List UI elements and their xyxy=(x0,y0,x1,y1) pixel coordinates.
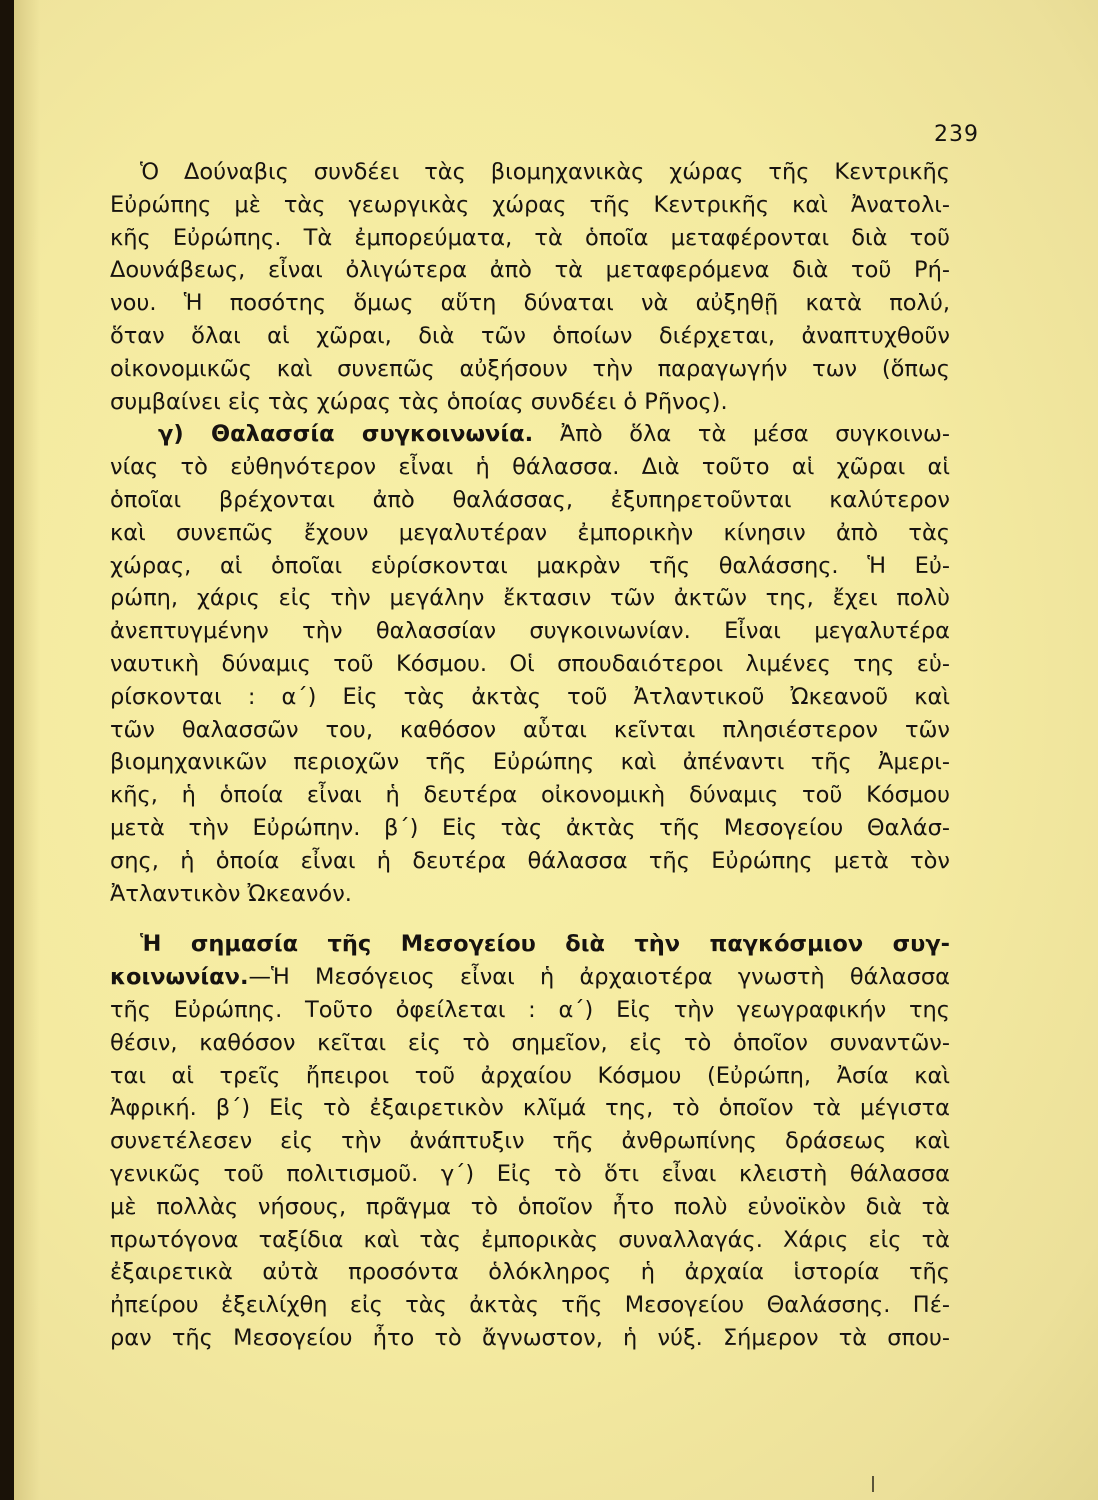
section-heading-continuation: κοινωνίαν. xyxy=(110,964,249,991)
text-line: ἐξαιρετικὰ αὐτὰ προσόντα ὁλόκληρος ἡ ἀρχαία ἱστορία τῆς xyxy=(110,1259,950,1286)
page-number: 239 xyxy=(934,122,979,147)
text-line: νίας τὸ εὐθηνότερον εἶναι ἡ θάλασσα. Διὰ τοῦτο αἱ χῶραι αἱ xyxy=(110,454,950,481)
text-line: Ἀτλαντικὸν Ὠκεανόν. xyxy=(110,880,352,907)
text-line: ται αἱ τρεῖς ἤπειροι τοῦ ἀρχαίου Κόσμου (Εὐρώπη, Ἀσία καὶ xyxy=(110,1062,950,1089)
text-line: νου. Ἡ ποσότης ὅμως αὕτη δύναται νὰ αὐξηθῇ κατὰ πολύ, xyxy=(110,290,950,317)
paragraph-mediterranean xyxy=(110,961,950,994)
text-line: τῶν θαλασσῶν του, καθόσον αὗται κεῖνται πλησιέστερον τῶν xyxy=(110,716,950,743)
text-line: Ὁ Δούναβις συνδέει τὰς βιομηχανικὰς χώρας τῆς Κεντρικῆς xyxy=(140,159,950,185)
book-page xyxy=(14,0,1098,1500)
text-line: γενικῶς τοῦ πολιτισμοῦ. γ΄) Εἰς τὸ ὅτι εἶναι κλειστὴ θάλασσα xyxy=(110,1160,950,1187)
text-line: ἀνεπτυγμένην τὴν θαλασσίαν συγκοινωνίαν. Εἶναι μεγαλυτέρα xyxy=(110,618,950,645)
text-line: μὲ πολλὰς νήσους, πρᾶγμα τὸ ὁποῖον ἦτο πολὺ εὐνοϊκὸν διὰ τὰ xyxy=(110,1193,950,1220)
text-line: συνετέλεσεν εἰς τὴν ἀνάπτυξιν τῆς ἀνθρωπίνης δράσεως καὶ xyxy=(110,1128,950,1155)
text-line: κῆς Εὐρώπης. Τὰ ἐμπορεύματα, τὰ ὁποῖα μεταφέρονται διὰ τοῦ xyxy=(110,224,950,251)
text-line: —Ἡ Μεσόγειος εἶναι ἡ ἀρχαιοτέρα γνωστὴ θάλασσα xyxy=(248,964,950,991)
text-line: ρώπη, χάρις εἰς τὴν μεγάλην ἔκτασιν τῶν ἀκτῶν της, ἔχει πολὺ xyxy=(110,585,950,612)
text-line: συμβαίνει εἰς τὰς χώρας τὰς ὁποίας συνδέει ὁ Ρῆνος). xyxy=(110,388,728,415)
text-line: μετὰ τὴν Εὐρώπην. β΄) Εἰς τὰς ἀκτὰς τῆς Μεσογείου Θαλάσ- xyxy=(110,814,950,841)
text-line: κῆς, ἡ ὁποία εἶναι ἡ δευτέρα οἰκονομικὴ δύναμις τοῦ Κόσμου xyxy=(110,782,950,809)
text-line: Δουνάβεως, εἶναι ὀλιγώτερα ἀπὸ τὰ μεταφερόμενα διὰ τοῦ Ρή- xyxy=(110,257,950,284)
text-line: τῆς Εὐρώπης. Τοῦτο ὀφείλεται : α΄) Εἰς τὴν γεωγραφικήν της xyxy=(110,996,950,1023)
section-heading-mediterranean: Ἡ σημασία τῆς Μεσογείου διὰ τὴν παγκόσμιον συγ- xyxy=(140,931,950,958)
text-line: ραν τῆς Μεσογείου ἦτο τὸ ἄγνωστον, ἡ νύξ. Σήμερον τὰ σπου- xyxy=(110,1324,950,1351)
text-line: Ἀπὸ ὅλα τὰ μέσα συγκοινω- xyxy=(559,421,951,448)
text-line: ναυτικὴ δύναμις τοῦ Κόσμου. Οἱ σπουδαιότεροι λιμένες της εὑ- xyxy=(110,650,950,677)
scan-mark xyxy=(872,1476,874,1492)
text-line: ὅταν ὅλαι αἱ χῶραι, διὰ τῶν ὁποίων διέρχεται, ἀναπτυχθοῦν xyxy=(110,322,950,349)
text-line: θέσιν, καθόσον κεῖται εἰς τὸ σημεῖον, εἰς τὸ ὁποῖον συναντῶν- xyxy=(110,1029,950,1056)
page-shadow xyxy=(14,0,40,1500)
text-line: ἠπείρου ἐξειλίχθη εἰς τὰς ἀκτὰς τῆς Μεσογείου Θαλάσσης. Πέ- xyxy=(110,1292,950,1319)
page-body xyxy=(110,156,950,1355)
text-line: καὶ συνεπῶς ἔχουν μεγαλυτέραν ἐμπορικὴν κίνησιν ἀπὸ τὰς xyxy=(110,519,950,546)
text-line: ὁποῖαι βρέχονται ἀπὸ θαλάσσας, ἐξυπηρετοῦνται καλύτερον xyxy=(110,486,950,513)
text-line: χώρας, αἱ ὁποῖαι εὑρίσκονται μακρὰν τῆς θαλάσσης. Ἡ Εὐ- xyxy=(110,552,950,579)
paragraph-sea-transport xyxy=(110,418,950,451)
text-line: Εὐρώπης μὲ τὰς γεωργικὰς χώρας τῆς Κεντρικῆς καὶ Ἀνατολι- xyxy=(110,191,950,218)
text-line: ρίσκονται : α΄) Εἰς τὰς ἀκτὰς τοῦ Ἀτλαντικοῦ Ὠκεανοῦ καὶ xyxy=(110,683,950,710)
text-line: πρωτόγονα ταξίδια καὶ τὰς ἐμπορικὰς συναλλαγάς. Χάρις εἰς τὰ xyxy=(110,1226,950,1253)
text-line: βιομηχανικῶν περιοχῶν τῆς Εὐρώπης καὶ ἀπέναντι τῆς Ἀμερι- xyxy=(110,749,950,776)
text-line: Ἀφρική. β΄) Εἰς τὸ ἐξαιρετικὸν κλῖμά της, τὸ ὁποῖον τὰ μέγιστα xyxy=(110,1095,950,1122)
text-line: οἰκονομικῶς καὶ συνεπῶς αὐξήσουν τὴν παραγωγήν των (ὅπως xyxy=(110,355,950,382)
section-heading-sea-transport: γ) Θαλασσία συγκοινωνία. xyxy=(158,421,534,448)
text-line: σης, ἡ ὁποία εἶναι ἡ δευτέρα θάλασσα τῆς Εὐρώπης μετὰ τὸν xyxy=(110,847,950,874)
